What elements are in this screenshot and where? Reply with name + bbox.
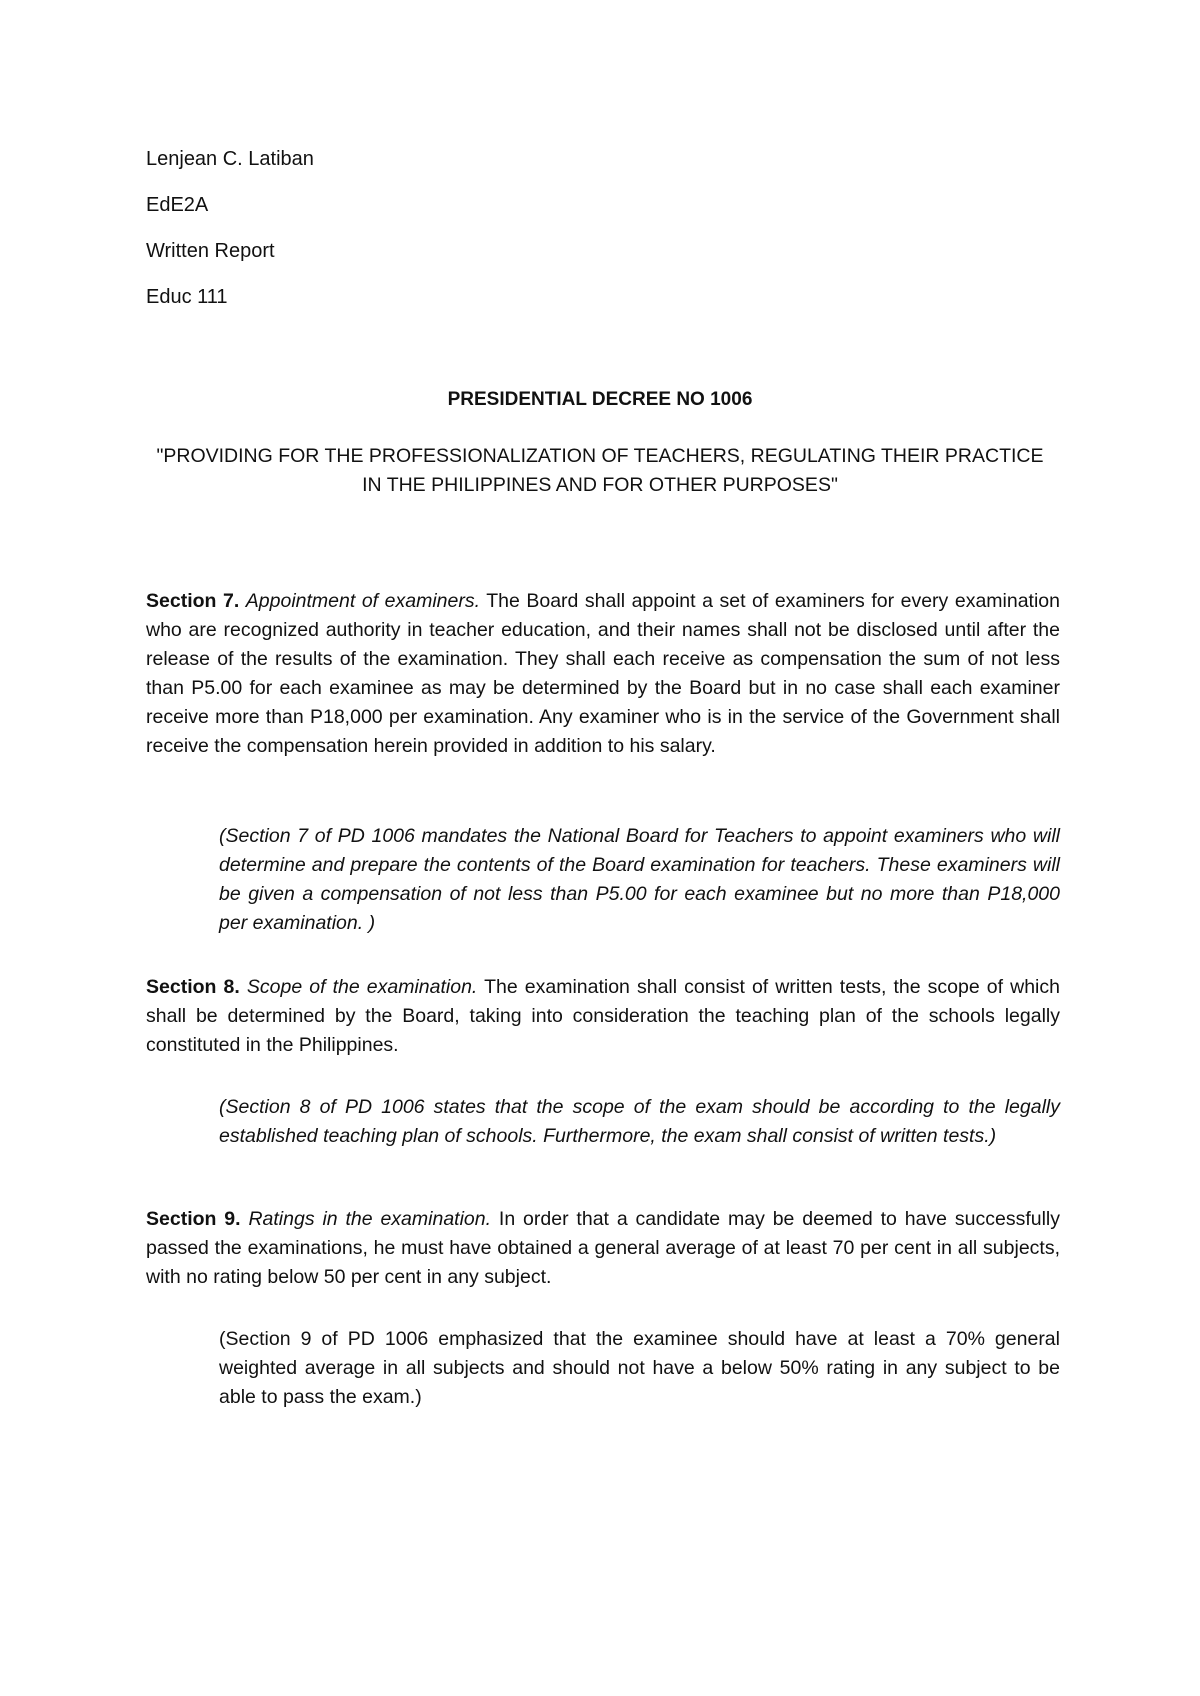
report-type: Written Report [146,240,275,262]
student-name: Lenjean C. Latiban [146,148,314,170]
section-9-label: Section 9. [146,1208,241,1230]
section-7-body: The Board shall appoint a set of examiners for every examination who are recognized authority in teacher education, and their names shall not be disclosed until after the release of the results of the examination. They shall each receive as compensation the sum of not less than P5.00 for each examinee as may be determined by the Board but in no case shall each examiner receive more than P18,000 per examination. Any examiner who is in the service of the Government shall receive the compensation herein provided in addition to his salary. [146,590,1060,757]
section-9-body: In order that a candidate may be deemed to have successfully passed the examinations, he must have obtained a general average of at least 70 per cent in all subjects, with no rating below 50 per cent in any subject. [146,1208,1060,1288]
section-8-note: (Section 8 of PD 1006 states that the scope of the exam should be according to the legally established teaching plan of schools. Furthermore, the exam shall consist of written tests.) [219,1096,1060,1147]
student-class: EdE2A [146,194,209,216]
section-9-note: (Section 9 of PD 1006 emphasized that the examinee should have at least a 70% general weighted average in all subjects and should not have a below 50% rating in any subject to be able to pass the exam.) [219,1328,1060,1408]
section-7 [146,587,1060,761]
section-8 [146,973,1060,1060]
section-8-body: The examination shall consist of written tests, the scope of which shall be determined by the Board, taking into consideration the teaching plan of the schools legally constituted in the Philippines. [146,976,1060,1056]
section-7-heading: Appointment of examiners. [245,590,480,612]
section-8-heading: Scope of the examination. [246,976,478,998]
section-7-note: (Section 7 of PD 1006 mandates the National Board for Teachers to appoint examiners who will determine and prepare the contents of the Board examination for teachers. These examiners will be given a compensation of not less than P5.00 for each examinee but no more than P18,000 per examination. ) [219,825,1060,934]
document-title: PRESIDENTIAL DECREE NO 1006 [447,389,753,410]
section-7-label: Section 7. [146,590,240,612]
section-9-heading: Ratings in the examination. [248,1208,492,1230]
section-9 [146,1205,1060,1292]
section-8-label: Section 8. [146,976,240,998]
document-subtitle: "PROVIDING FOR THE PROFESSIONALIZATION OF TEACHERS, REGULATING THEIR PRACTICE IN THE PHILIPPINES AND FOR OTHER PURPOSES" [156,445,1044,496]
course-code: Educ 111 [146,286,228,308]
